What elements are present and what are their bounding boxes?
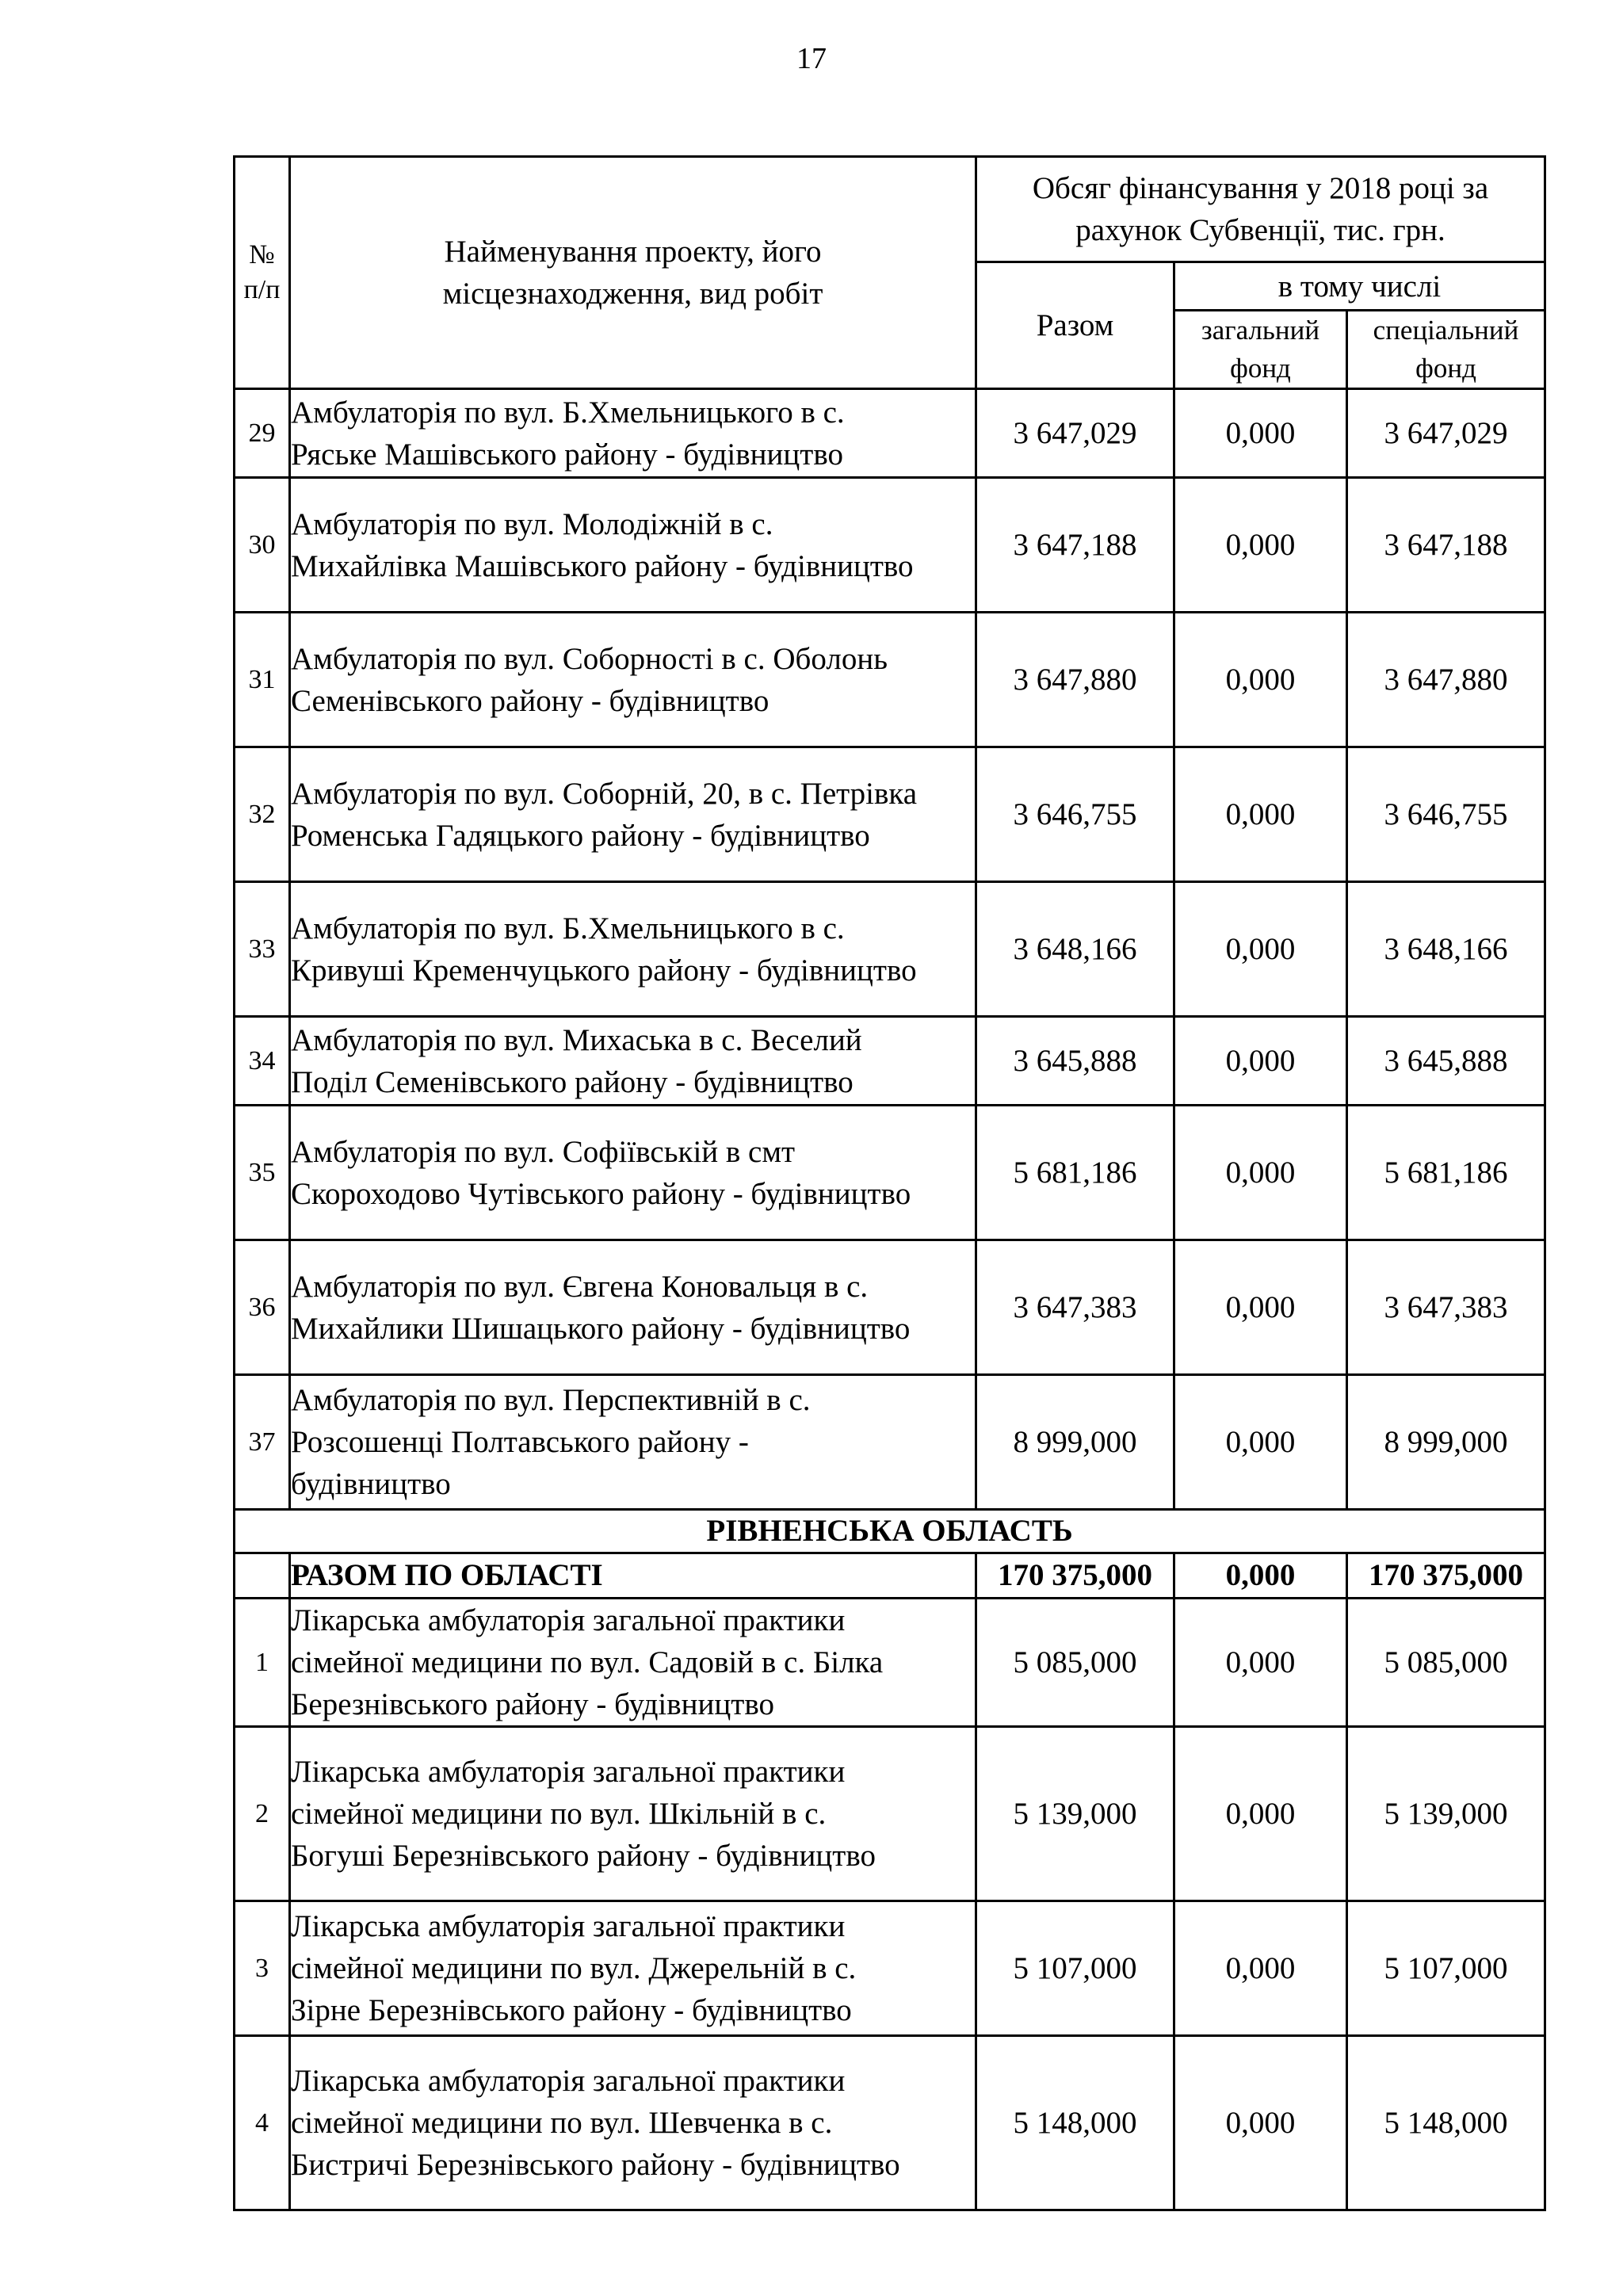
amount-total: 3 647,188 (976, 478, 1174, 613)
project-name-line: Амбулаторія по вул. Б.Хмельницького в с. (291, 395, 845, 430)
region-row (235, 1510, 1545, 1553)
project-name-line: Амбулаторія по вул. Молодіжній в с. (291, 506, 773, 541)
project-name-line: Амбулаторія по вул. Б.Хмельницького в с. (291, 911, 845, 946)
table-row (235, 2036, 1545, 2210)
project-name-line: Михайлівка Машівського району - будівництво (291, 548, 914, 583)
header-project-name: Найменування проекту, його місцезнаходження, вид робіт (290, 157, 976, 389)
table-row (235, 1106, 1545, 1240)
amount-total: 8 999,000 (976, 1375, 1174, 1510)
amount-special-fund: 5 139,000 (1347, 1727, 1545, 1901)
amount-special-fund: 5 107,000 (1347, 1901, 1545, 2036)
amount-general-fund: 0,000 (1174, 1727, 1347, 1901)
amount-total: 3 648,166 (976, 882, 1174, 1017)
amount-special-fund: 5 148,000 (1347, 2036, 1545, 2210)
amount-total: 5 148,000 (976, 2036, 1174, 2210)
amount-general-fund: 0,000 (1174, 1599, 1347, 1727)
amount-total: 3 645,888 (976, 1017, 1174, 1106)
project-name (290, 1240, 976, 1375)
amount-general-fund: 0,000 (1174, 613, 1347, 747)
amount-total: 5 085,000 (976, 1599, 1174, 1727)
row-number: 31 (235, 613, 290, 747)
region-total-special: 170 375,000 (1347, 1553, 1545, 1599)
row-number: 1 (235, 1599, 290, 1727)
project-name-line: Лікарська амбулаторія загальної практики (291, 1755, 846, 1789)
amount-general-fund: 0,000 (1174, 2036, 1347, 2210)
amount-special-fund: 3 648,166 (1347, 882, 1545, 1017)
project-name-line: сімейної медицини по вул. Садовій в с. Білка (291, 1645, 884, 1679)
project-name-line: Роменська Гадяцького району - будівництво (291, 818, 870, 853)
project-name (290, 389, 976, 478)
project-name (290, 1599, 976, 1727)
project-name-line: Амбулаторія по вул. Перспективній в с. (291, 1383, 811, 1417)
table-row (235, 882, 1545, 1017)
project-name (290, 2036, 976, 2210)
project-name-line: Лікарська амбулаторія загальної практики (291, 1909, 846, 1943)
table-row (235, 1240, 1545, 1375)
header-general-fund: загальний фонд (1174, 311, 1347, 389)
project-name-line: Амбулаторія по вул. Соборній, 20, в с. Петрівка (291, 776, 918, 811)
row-number: 29 (235, 389, 290, 478)
project-name-line: Лікарська амбулаторія загальної практики (291, 2064, 846, 2098)
amount-total: 5 139,000 (976, 1727, 1174, 1901)
project-name (290, 478, 976, 613)
project-name (290, 1901, 976, 2036)
project-name-line: сімейної медицини по вул. Шевченка в с. (291, 2106, 833, 2140)
amount-general-fund: 0,000 (1174, 1901, 1347, 2036)
row-number: 35 (235, 1106, 290, 1240)
table-row (235, 478, 1545, 613)
project-name (290, 882, 976, 1017)
amount-general-fund: 0,000 (1174, 1240, 1347, 1375)
amount-total: 3 646,755 (976, 747, 1174, 882)
project-name-line: Амбулаторія по вул. Соборності в с. Оболонь (291, 641, 888, 676)
amount-general-fund: 0,000 (1174, 1017, 1347, 1106)
project-name-line: Скороходово Чутівського району - будівництво (291, 1176, 911, 1211)
table-row (235, 1375, 1545, 1510)
amount-special-fund: 5 085,000 (1347, 1599, 1545, 1727)
row-number: 34 (235, 1017, 290, 1106)
project-name-line: Бистричі Березнівського району - будівництво (291, 2148, 900, 2182)
project-name-line: Богуші Березнівського району - будівництво (291, 1839, 876, 1873)
project-name-line: Михайлики Шишацького району - будівництво (291, 1311, 911, 1346)
amount-total: 5 681,186 (976, 1106, 1174, 1240)
amount-special-fund: 3 647,880 (1347, 613, 1545, 747)
region-total-label: РАЗОМ ПО ОБЛАСТІ (290, 1553, 976, 1599)
region-title: РІВНЕНСЬКА ОБЛАСТЬ (235, 1510, 1545, 1553)
amount-special-fund: 3 646,755 (1347, 747, 1545, 882)
amount-special-fund: 3 647,188 (1347, 478, 1545, 613)
table-row (235, 1727, 1545, 1901)
region-total-general: 0,000 (1174, 1553, 1347, 1599)
header-funding-volume: Обсяг фінансування у 2018 році за рахунок Субвенції, тис. грн. (976, 157, 1545, 262)
table-row (235, 1901, 1545, 2036)
table-row (235, 1599, 1545, 1727)
table-cell-num (235, 1553, 290, 1599)
region-total-sum: 170 375,000 (976, 1553, 1174, 1599)
project-name (290, 1106, 976, 1240)
amount-special-fund: 5 681,186 (1347, 1106, 1545, 1240)
row-number: 36 (235, 1240, 290, 1375)
amount-total: 3 647,383 (976, 1240, 1174, 1375)
project-name-line: Амбулаторія по вул. Михаська в с. Веселий (291, 1022, 862, 1057)
project-name-line: Амбулаторія по вул. Софіївській в смт (291, 1134, 796, 1169)
header-total: Разом (976, 262, 1174, 389)
amount-total: 3 647,029 (976, 389, 1174, 478)
page-number: 17 (796, 42, 827, 75)
project-name-line: Лікарська амбулаторія загальної практики (291, 1603, 846, 1637)
project-name-line: Поділ Семенівського району - будівництво (291, 1064, 854, 1099)
amount-special-fund: 3 645,888 (1347, 1017, 1545, 1106)
row-number: 37 (235, 1375, 290, 1510)
project-name-line: сімейної медицини по вул. Шкільній в с. (291, 1797, 827, 1831)
table-row (235, 747, 1545, 882)
project-name-line: будівництво (291, 1467, 451, 1501)
header-number: № п/п (235, 157, 290, 389)
row-number: 32 (235, 747, 290, 882)
amount-special-fund: 3 647,383 (1347, 1240, 1545, 1375)
amount-general-fund: 0,000 (1174, 478, 1347, 613)
project-name (290, 1727, 976, 1901)
amount-special-fund: 8 999,000 (1347, 1375, 1545, 1510)
project-name-line: Зірне Березнівського району - будівництво (291, 1993, 852, 2027)
project-name (290, 747, 976, 882)
amount-general-fund: 0,000 (1174, 882, 1347, 1017)
row-number: 2 (235, 1727, 290, 1901)
table-row (235, 389, 1545, 478)
row-number: 4 (235, 2036, 290, 2210)
project-name-line: Кривуші Кременчуцького району - будівництво (291, 953, 917, 988)
row-number: 33 (235, 882, 290, 1017)
amount-total: 5 107,000 (976, 1901, 1174, 2036)
header-including: в тому числі (1174, 262, 1545, 311)
project-name-line: Амбулаторія по вул. Євгена Коновальця в с. (291, 1269, 869, 1304)
amount-general-fund: 0,000 (1174, 1106, 1347, 1240)
project-name (290, 613, 976, 747)
row-number: 30 (235, 478, 290, 613)
amount-general-fund: 0,000 (1174, 747, 1347, 882)
amount-special-fund: 3 647,029 (1347, 389, 1545, 478)
funding-table (233, 155, 1546, 2211)
row-number: 3 (235, 1901, 290, 2036)
header-special-fund: спеціальний фонд (1347, 311, 1545, 389)
amount-general-fund: 0,000 (1174, 1375, 1347, 1510)
table-row (235, 613, 1545, 747)
project-name (290, 1017, 976, 1106)
project-name-line: Березнівського району - будівництво (291, 1687, 774, 1721)
amount-general-fund: 0,000 (1174, 389, 1347, 478)
project-name-line: Ряське Машівського району - будівництво (291, 437, 843, 472)
project-name-line: Семенівського району - будівництво (291, 683, 769, 718)
region-total-row (235, 1553, 1545, 1599)
table-row (235, 1017, 1545, 1106)
project-name-line: Розсошенці Полтавського району - (291, 1425, 749, 1459)
amount-total: 3 647,880 (976, 613, 1174, 747)
project-name (290, 1375, 976, 1510)
project-name-line: сімейної медицини по вул. Джерельній в с. (291, 1951, 857, 1985)
